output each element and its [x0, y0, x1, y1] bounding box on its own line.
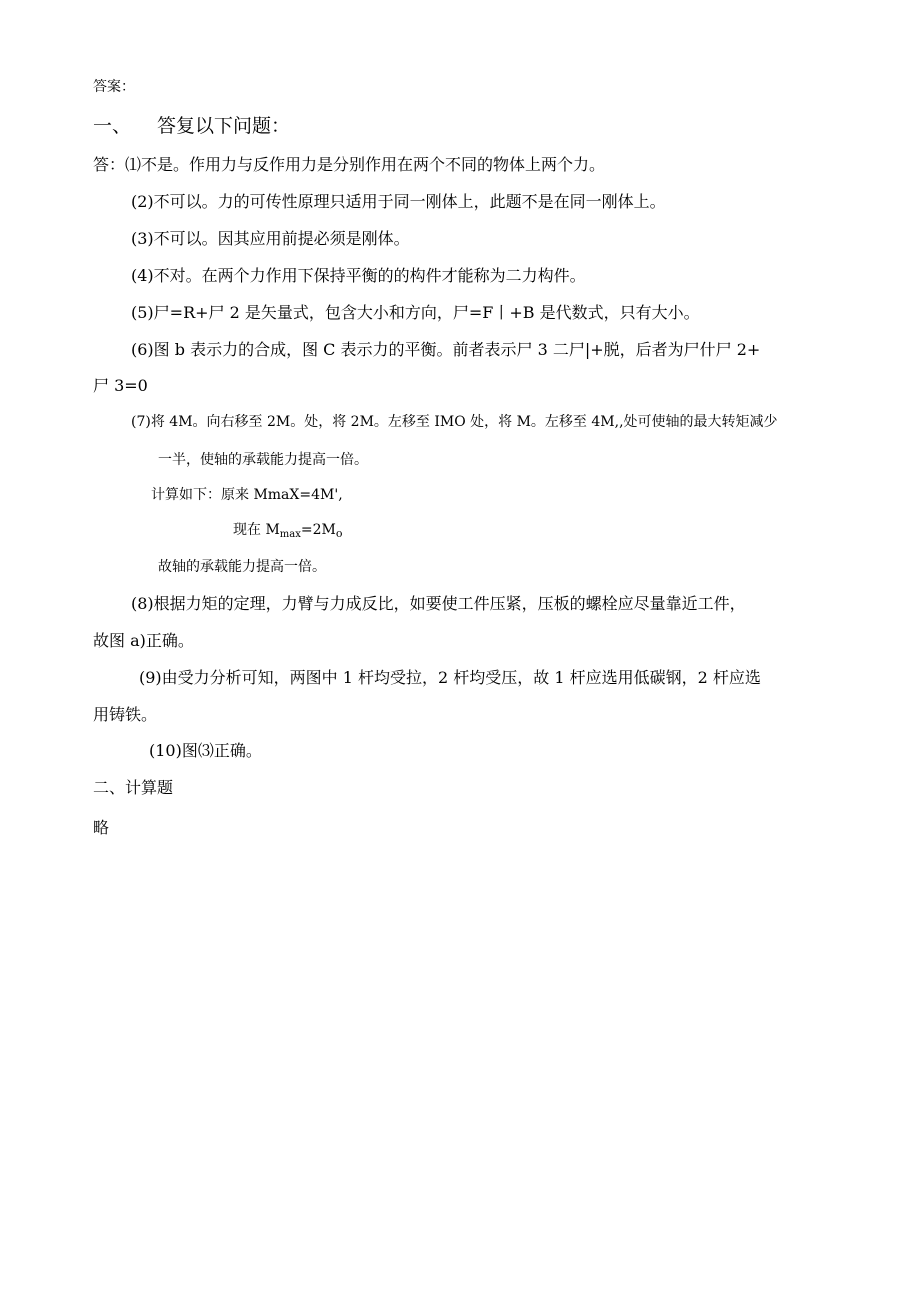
subscript-o: o [335, 527, 343, 540]
answer-6-line-1: (6)图 b 表示力的合成，图 C 表示力的平衡。前者表示尸 3 二尸|+脱，后者为尸什尸 2+ [131, 340, 761, 359]
answer-8-line-2: 故图 a)正确。 [93, 631, 194, 650]
section-2-content: 略 [93, 818, 110, 837]
answer-7-calc-now [233, 523, 343, 540]
answer-3: (3)不可以。因其应用前提必须是刚体。 [131, 229, 410, 248]
answer-10: (10)图⑶正确。 [149, 741, 262, 760]
answer-6-line-2: 尸 3=0 [93, 376, 148, 395]
answer-7-line-1: (7)将 4M。向右移至 2M。处，将 2M。左移至 IMO 处，将 M。左移至 4M,,处可使轴的最大转矩减少 [131, 414, 778, 430]
answer-9-line-2: 用铸铁。 [93, 705, 158, 724]
answer-label: 答案： [93, 79, 135, 95]
answer-9-line-1: (9)由受力分析可知，两图中 1 杆均受拉，2 杆均受压，故 1 杆应选用低碳钢，2 杆应选 [139, 668, 761, 687]
section-1-heading [93, 117, 131, 136]
calc-now-prefix: 现在 M [233, 522, 280, 538]
answer-7-calc-original: 计算如下：原来 MmaX=4M', [151, 487, 343, 503]
section-1-title: 答复以下问题： [157, 115, 291, 137]
section-2-heading: 二、计算题 [93, 778, 174, 797]
answer-7-line-2: 一半，使轴的承载能力提高一倍。 [158, 452, 368, 468]
section-1-number: 一、 [93, 115, 132, 137]
answer-1: 答：⑴不是。作用力与反作用力是分别作用在两个不同的物体上两个力。 [93, 155, 606, 174]
answer-8-line-1: (8)根据力矩的定理，力臂与力成反比，如要使工件压紧，压板的螺栓应尽量靠近工件， [131, 594, 746, 613]
answer-2: (2)不可以。力的可传性原理只适用于同一刚体上，此题不是在同一刚体上。 [131, 192, 666, 211]
answer-4: (4)不对。在两个力作用下保持平衡的的构件才能称为二力构件。 [131, 266, 586, 285]
calc-now-value: =2M [300, 522, 336, 538]
answer-5: (5)尸=R+尸 2 是矢量式，包含大小和方向，尸=F丨+B 是代数式，只有大小。 [131, 303, 700, 322]
subscript-max: max [279, 529, 301, 540]
answer-7-conclusion: 故轴的承载能力提高一倍。 [158, 559, 326, 575]
